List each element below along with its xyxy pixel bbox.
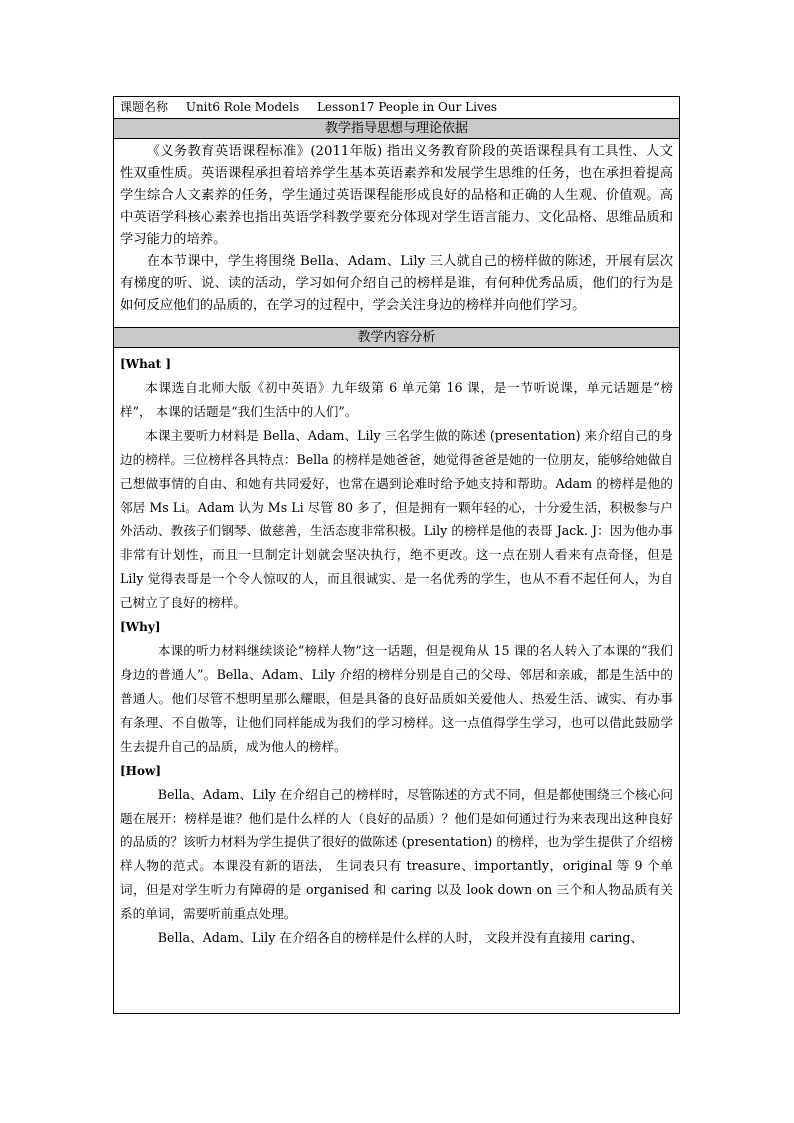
paragraph: Bella、Adam、Lily 在介绍自己的榜样时，尽管陈述的方式不同，但是都使围绕三个核心问题在展开：榜样是谁？他们是什么样的人（良好的品质）？他们是如何通过行为来表现出这种良好的品质的？该听力材料为学生提供了很好的做陈述 (presentation) 的榜样，也为学生提供了介绍榜样人物的范式。本课没有新的语法， 生词表只有 treasure、importantly，original 等 9 个单词，但是对学生听力有障碍的是 organised 和 caring 以及 look down on 三个和人物品质有关系的单词，需要听前重点处理。	[120, 786, 673, 922]
content-analysis-body	[114, 348, 679, 950]
paragraph: 在本节课中，学生将围绕 Bella、Adam、Lily 三人就自己的榜样做的陈述，开展有层次有梯度的听、说、读的活动，学习如何介绍自己的榜样是谁，有何种优秀品质，他们的行为是如何反应他们的品质的，在学习的过程中，学会关注身边的榜样并向他们学习。	[120, 254, 673, 313]
title-label: 课题名称	[120, 100, 169, 114]
paragraph: 本课的听力材料继续谈论“榜样人物”这一话题，但是视角从 15 课的名人转入了本课的“我们身边的普通人”。Bella、Adam、Lily 介绍的榜样分别是自己的父母、邻居和亲戚，都是生活中的普通人。他们尽管不想明星那么耀眼，但是具备的良好品质如关爱他人、热爱生活、诚实、有办事有条理、不自傲等，让他们同样能成为我们的学习榜样。这一点值得学生学习，也可以借此鼓励学生去提升自己的品质，成为他人的榜样。	[120, 643, 673, 754]
how-label: [How]	[120, 763, 162, 778]
lesson-title: Lesson17 People in Our Lives	[316, 100, 498, 114]
why-label: [Why]	[120, 620, 161, 635]
lesson-plan-table	[113, 96, 680, 1014]
title-row	[114, 97, 679, 119]
paragraph: 本课选自北师大版《初中英语》九年级第 6 单元第 16 课，是一节听说课，单元话题是“榜样”， 本课的话题是“我们生活中的人们”。	[120, 380, 673, 419]
guiding-ideas-body	[114, 139, 679, 328]
what-label: [What ]	[120, 357, 172, 371]
paragraph: 本课主要听力材料是 Bella、Adam、Lily 三名学生做的陈述 (presentation) 来介绍自己的身边的榜样。三位榜样各具特点：Bella 的榜样是她爸爸，她觉得爸爸是她的一位朋友，能够给她做自己想做事情的自由、和她有共同爱好，也常在遇到论难时给予她支持和帮助。Adam 的榜样是他的邻居 Ms Li。Adam 认为 Ms Li 尽管 80 多了，但是拥有一颗年轻的心，十分爱生活，积极参与户外活动、教孩子们钢琴、做慈善，生活态度非常积极。Lily 的榜样是他的表哥 Jack. J：因为他办事非常有计划性，而且一旦制定计划就会坚决执行，绝不更改。这一点在别人看来有点奇怪，但是 Lily 觉得表哥是一个令人惊叹的人，而且很诚实、是一名优秀的学生，也从不看不起任何人，为自己树立了良好的榜样。	[120, 427, 673, 611]
paragraph: Bella、Adam、Lily 在介绍各自的榜样是什么样的人时， 文段并没有直接用 caring、	[157, 930, 644, 946]
section-heading-guiding-ideas: 教学指导思想与理论依据	[114, 119, 679, 139]
paragraph: 《义务教育英语课程标准》(2011年版) 指出义务教育阶段的英语课程具有工具性、人文性双重性质。英语课程承担着培养学生基本英语素养和发展学生思维的任务，也在承担着提高学生综合人文素养的任务，学生通过英语课程能形成良好的品格和正确的人生观、价值观。高中英语学科核心素养也指出英语学科教学要充分体现对学生语言能力、文化品格、思维品质和学习能力的培养。	[120, 144, 673, 247]
unit-title: Unit6 Role Models	[185, 100, 300, 114]
section-heading-content-analysis: 教学内容分析	[114, 328, 679, 348]
